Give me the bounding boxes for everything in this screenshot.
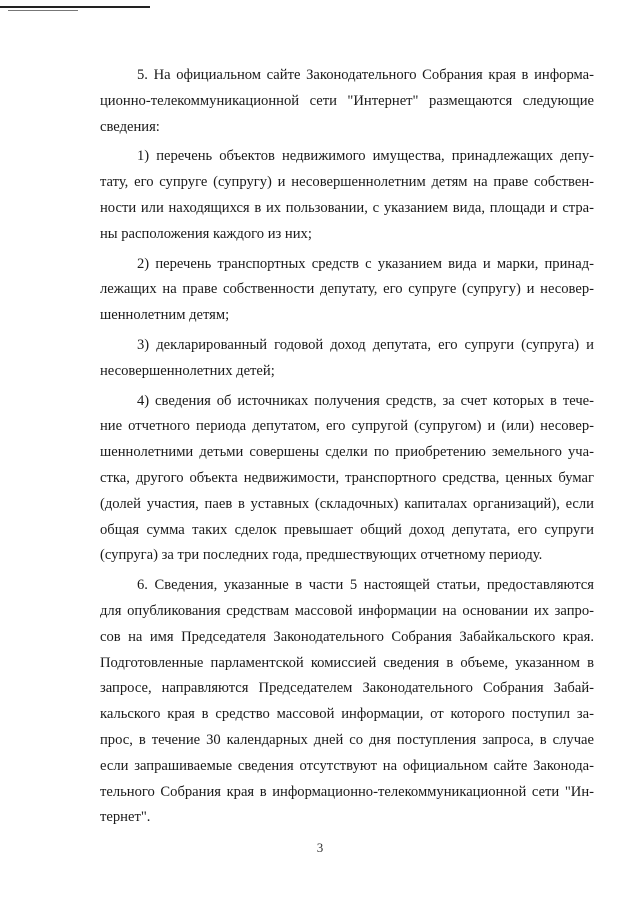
- text-line: 6. Сведения, указанные в части 5 настоящей статьи, предоставляются: [137, 577, 594, 594]
- text-line: сов на имя Председателя Законодательного Собрания Забайкальского края.: [100, 628, 594, 645]
- text-line: для опубликования средствам массовой информации на основании их запро-: [100, 602, 594, 619]
- text-line: тельного Собрания края в информационно-телекоммуникационной сети "Ин-: [100, 783, 594, 800]
- text-line: несовершеннолетних детей;: [100, 362, 275, 379]
- text-line: стка, другого объекта недвижимости, транспортного средства, ценных бумаг: [100, 469, 594, 486]
- paragraph-5: [100, 63, 594, 140]
- text-line: 1) перечень объектов недвижимого имущества, принадлежащих депу-: [137, 148, 594, 165]
- text-line: ние отчетного периода депутатом, его супругой (супругом) и (или) несовер-: [100, 418, 594, 435]
- paragraph-5-item-1: [100, 144, 594, 247]
- text-line: запросе, направляются Председателем Законодательного Собрания Забай-: [100, 680, 594, 697]
- text-line: ности или находящихся в их пользовании, с указанием вида, площади и стра-: [100, 199, 594, 216]
- page-number: 3: [316, 840, 324, 855]
- text-line: тату, его супруге (супругу) и несовершеннолетним детям на праве собствен-: [100, 174, 594, 191]
- text-line: лежащих на праве собственности депутату, его супруге (супругу) и несовер-: [100, 281, 594, 298]
- text-line: сведения:: [100, 118, 160, 135]
- scan-edge-mark-secondary: [8, 10, 78, 11]
- text-line: прос, в течение 30 календарных дней со дня поступления запроса, в случае: [100, 731, 594, 748]
- paragraph-5-item-4: [100, 389, 594, 570]
- text-line: ционно-телекоммуникационной сети "Интернет" размещаются следующие: [100, 92, 594, 109]
- text-line: шеннолетним детям;: [100, 307, 230, 324]
- paragraph-5-item-3: [100, 333, 594, 385]
- text-line: Подготовленные парламентской комиссией сведения в объеме, указанном в: [100, 654, 594, 671]
- paragraph-6: [100, 573, 594, 831]
- text-line: кальского края в средство массовой информации, от которого поступил за-: [100, 706, 594, 723]
- text-line: 5. На официальном сайте Законодательного Собрания края в информа-: [137, 67, 594, 83]
- text-line: (супруга) за три последних года, предшествующих отчетному периоду.: [100, 547, 543, 564]
- text-line: если запрашиваемые сведения отсутствуют на официальном сайте Законода-: [100, 757, 594, 774]
- text-line: 2) перечень транспортных средств с указанием вида и марки, принад-: [137, 255, 594, 272]
- text-line: ны расположения каждого из них;: [100, 225, 312, 242]
- text-line: тернет".: [100, 809, 151, 826]
- text-line: шеннолетними детьми совершены сделки по приобретению земельного уча-: [100, 444, 594, 461]
- paragraph-5-item-2: [100, 252, 594, 329]
- scan-edge-mark: [0, 6, 150, 8]
- document-body: [100, 63, 594, 831]
- text-line: 4) сведения об источниках получения средств, за счет которых в тече-: [137, 392, 594, 409]
- text-line: (долей участия, паев в уставных (складочных) капиталах организаций), если: [100, 495, 594, 512]
- text-line: 3) декларированный годовой доход депутата, его супруги (супруга) и: [137, 336, 594, 353]
- text-line: общая сумма таких сделок превышает общий доход депутата, его супруги: [100, 521, 594, 538]
